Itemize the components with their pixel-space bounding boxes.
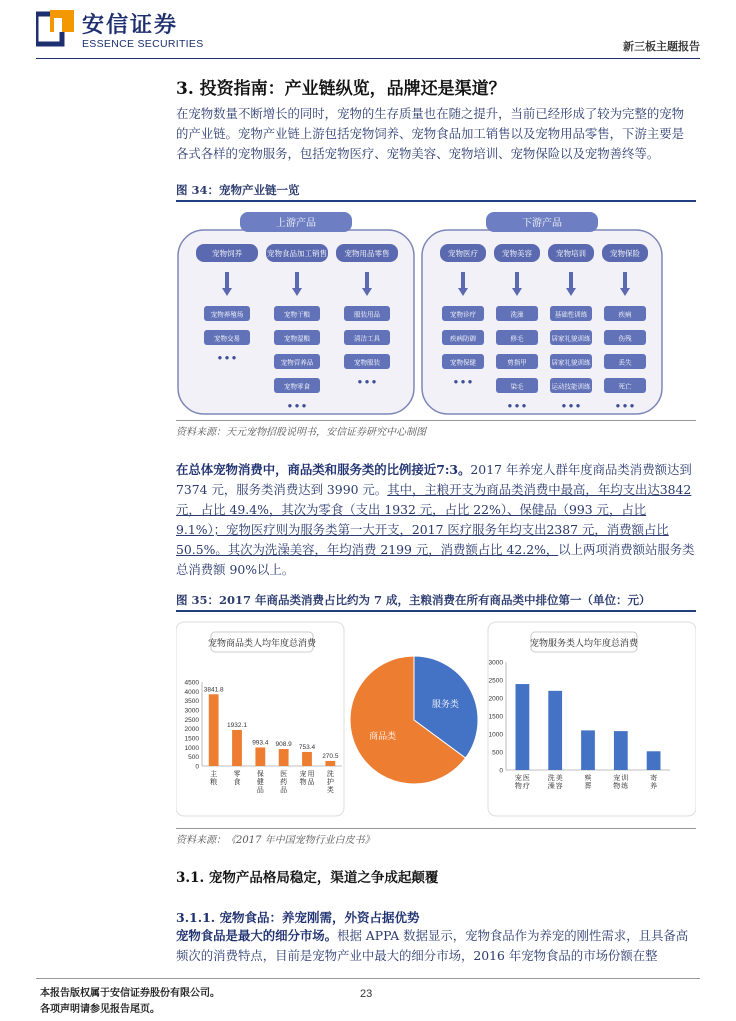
y-tick-label: 3000 — [488, 659, 503, 667]
x-tick-label: 美 — [555, 775, 563, 782]
ellipsis-dots: ● ● ● — [217, 353, 237, 362]
item-label: 宠物零食 — [284, 383, 310, 391]
ellipsis-dots: ● ● ● — [357, 377, 377, 386]
item-label: 宠物交易 — [214, 335, 240, 343]
data-label: 753.4 — [298, 743, 316, 751]
panel-header-label: 下游产品 — [522, 218, 562, 229]
bar — [325, 761, 335, 766]
x-tick-label: 品 — [256, 787, 264, 794]
figure-title: 图 35：2017 年商品类消费占比约为 7 成，主粮消费在所有商品类中排位第一（单位：元） — [176, 593, 651, 607]
bar — [232, 730, 242, 766]
body-text: 2017 年养宠人群年度商品类消费额达到 7374 元，服务类消费达到 3990 元。 — [176, 462, 692, 497]
item-label: 清洁工具 — [354, 335, 380, 343]
body-text-underlined: 其中，主粮开支为商品类消费中最高，年均支出达3842 元，占比 49.4%，其次为零食（支出 1932 元，占比 22%）、保健品（993 元，占比 9.1%）；宠物医疗则为服务类第一大开支，2017 医疗服务年均支出2387 元，消费额占比 50.5%。其次为洗澡美容，年均消费 2199 元，消费额占比 42.2%， — [176, 482, 692, 557]
item-label: 宠物服装 — [354, 359, 380, 367]
item-label: 死亡 — [618, 383, 632, 391]
y-tick-label: 2500 — [184, 716, 199, 724]
x-tick-label: 粮 — [210, 779, 218, 786]
footer-divider — [36, 978, 700, 979]
x-tick-label: 澡 — [547, 783, 555, 790]
item-label: 剪指甲 — [507, 359, 527, 367]
x-tick-label: 主 — [210, 771, 218, 778]
y-tick-label: 4500 — [184, 679, 199, 687]
bar — [647, 751, 661, 770]
y-tick-label: 1000 — [184, 744, 199, 752]
item-label: 洗澡 — [510, 311, 524, 319]
lead-sentence: 在总体宠物消费中，商品类和服务类的比例接近7:3。 — [176, 462, 471, 477]
bar — [255, 747, 265, 766]
x-tick-label: 物 — [299, 779, 307, 786]
data-label: 1932.1 — [227, 721, 247, 729]
pie-label: 商品类 — [369, 730, 397, 741]
figure-source: 资料来源：《2017 年中国宠物行业白皮书》 — [176, 835, 375, 846]
x-tick-label: 宠 — [613, 775, 621, 782]
item-label: 宠物诊疗 — [450, 311, 476, 319]
source-rule — [176, 828, 696, 829]
item-label: 居家礼貌训练 — [551, 359, 591, 367]
item-label: 运动技能训练 — [551, 383, 591, 391]
y-tick-label: 0 — [499, 767, 503, 775]
figure-rule — [176, 610, 696, 612]
page-number: 23 — [360, 988, 373, 1000]
item-label: 染毛 — [510, 383, 524, 391]
y-tick-label: 1000 — [488, 731, 503, 739]
item-label: 修毛 — [510, 335, 524, 343]
item-label: 宠物湿粮 — [284, 335, 310, 343]
bar — [581, 730, 595, 770]
y-tick-label: 2000 — [184, 726, 199, 734]
x-tick-label: 洗 — [326, 771, 334, 778]
brand-name: 安信证券 — [82, 13, 179, 38]
y-tick-label: 3500 — [184, 698, 199, 706]
item-label: 宠物营养品 — [280, 359, 314, 367]
y-tick-label: 4000 — [184, 688, 199, 696]
y-tick-label: 500 — [188, 754, 199, 762]
x-tick-label: 练 — [621, 783, 629, 790]
x-tick-label: 容 — [555, 783, 563, 790]
y-tick-label: 1500 — [488, 713, 503, 721]
x-tick-label: 食 — [233, 779, 241, 786]
category-label: 宠物培训 — [556, 249, 586, 258]
copyright-notice: 本报告版权属于安信证券股份有限公司。 — [40, 988, 220, 999]
category-label: 宠物医疗 — [448, 249, 478, 258]
data-label: 993.4 — [252, 739, 269, 747]
x-tick-label: 疗 — [522, 783, 530, 790]
x-tick-label: 物 — [613, 783, 621, 790]
x-tick-label: 品 — [307, 779, 315, 786]
header-divider — [36, 58, 700, 59]
x-tick-label: 殡 — [584, 775, 592, 782]
figure-rule — [176, 200, 696, 202]
x-tick-label: 训 — [621, 775, 629, 782]
body-text: 以上两项消费额站服务类总消费额 90%以上。 — [176, 542, 695, 577]
item-label: 宠物干粮 — [284, 311, 310, 319]
x-tick-label: 宠 — [299, 771, 307, 778]
bar — [279, 749, 289, 766]
x-tick-label: 葬 — [584, 783, 592, 790]
item-label: 伤残 — [618, 335, 632, 343]
bar — [302, 752, 312, 766]
industry-chain-diagram — [176, 208, 696, 418]
ellipsis-dots: ● ● ● — [453, 377, 473, 386]
logo-icon — [36, 10, 74, 48]
item-label: 疾病 — [618, 311, 632, 319]
category-label: 宠物用品零售 — [344, 249, 390, 258]
item-label: 宠物养殖场 — [210, 311, 244, 319]
subsubsection-title: 3.1.1. 宠物食品：养宠刚需，外资占据优势 — [176, 910, 420, 925]
x-tick-label: 寄 — [650, 775, 658, 782]
x-tick-label: 洗 — [547, 775, 555, 782]
x-tick-label: 养 — [650, 783, 658, 790]
bar — [614, 731, 628, 770]
x-tick-label: 医 — [522, 775, 530, 782]
section-title: 3. 投资指南：产业链纵览，品牌还是渠道？ — [176, 79, 506, 99]
y-tick-label: 3000 — [184, 707, 199, 715]
bar — [548, 691, 562, 770]
consumption-charts — [176, 616, 696, 824]
y-tick-label: 1500 — [184, 735, 199, 743]
x-tick-label: 宠 — [514, 775, 522, 782]
body-paragraph — [176, 926, 696, 966]
item-label: 丢失 — [618, 359, 632, 367]
item-label: 基础性训练 — [554, 311, 588, 319]
ellipsis-dots: ● ● ● — [561, 401, 581, 410]
figure-source: 资料来源：天元宠物招股说明书，安信证券研究中心制图 — [176, 427, 426, 438]
data-label: 270.5 — [322, 752, 339, 760]
category-label: 宠物食品加工销售 — [267, 249, 327, 258]
ellipsis-dots: ● ● ● — [287, 401, 307, 410]
x-tick-label: 医 — [280, 771, 288, 778]
item-label: 宠物保健 — [450, 359, 476, 367]
x-tick-label: 物 — [514, 783, 522, 790]
ellipsis-dots: ● ● ● — [615, 401, 635, 410]
item-label: 疾病防御 — [450, 335, 476, 343]
x-tick-label: 药 — [280, 779, 288, 786]
x-tick-label: 品 — [280, 787, 288, 794]
bar — [209, 694, 219, 766]
ellipsis-dots: ● ● ● — [507, 401, 527, 410]
item-label: 服装用品 — [354, 311, 380, 319]
item-label: 居家礼貌训练 — [551, 335, 591, 343]
subsection-title: 3.1. 宠物产品格局稳定，渠道之争成起颠覆 — [176, 870, 439, 886]
y-tick-label: 0 — [195, 763, 199, 771]
body-text: 根据 APPA 数据显示，宠物食品作为养宠的刚性需求，且具备高频次的消费特点，目前是宠物产业中最大的细分市场，2016 年宠物食品的市场份额在整 — [176, 928, 689, 963]
report-type: 新三板主题报告 — [623, 40, 700, 53]
figure-title: 图 34：宠物产业链一览 — [176, 183, 300, 197]
category-label: 宠物美容 — [502, 249, 532, 258]
panel-header-label: 上游产品 — [276, 218, 316, 229]
disclaimer-notice: 各项声明请参见报告尾页。 — [40, 1004, 160, 1015]
y-tick-label: 500 — [492, 749, 503, 757]
data-label: 908.9 — [275, 741, 292, 749]
x-tick-label: 保 — [256, 771, 264, 778]
y-tick-label: 2000 — [488, 695, 503, 703]
chart-title: 宠物商品类人均年度总消费 — [207, 638, 317, 648]
category-label: 宠物饲养 — [212, 249, 242, 258]
y-tick-label: 2500 — [488, 677, 503, 685]
body-paragraph — [176, 460, 696, 580]
x-tick-label: 用 — [307, 771, 315, 778]
pie-label: 服务类 — [431, 699, 459, 710]
source-rule — [176, 420, 696, 421]
chart-title: 宠物服务类人均年度总消费 — [529, 638, 639, 648]
x-tick-label: 类 — [326, 787, 334, 794]
lead-sentence: 宠物食品是最大的细分市场。 — [176, 928, 338, 943]
category-label: 宠物保险 — [610, 249, 640, 258]
brand-name-en: ESSENCE SECURITIES — [82, 38, 204, 50]
data-label: 3841.8 — [203, 686, 224, 694]
x-tick-label: 健 — [256, 779, 264, 786]
bar — [516, 684, 530, 770]
x-tick-label: 护 — [326, 779, 334, 786]
intro-paragraph: 在宠物数量不断增长的同时，宠物的生存质量也在随之提升，当前已经形成了较为完整的宠物的产业链。宠物产业链上游包括宠物饲养、宠物食品加工销售以及宠物用品零售，下游主要是各式各样的宠物服务，包括宠物医疗、宠物美容、宠物培训、宠物保险以及宠物善终等。 — [176, 106, 685, 161]
x-tick-label: 零 — [233, 771, 241, 778]
